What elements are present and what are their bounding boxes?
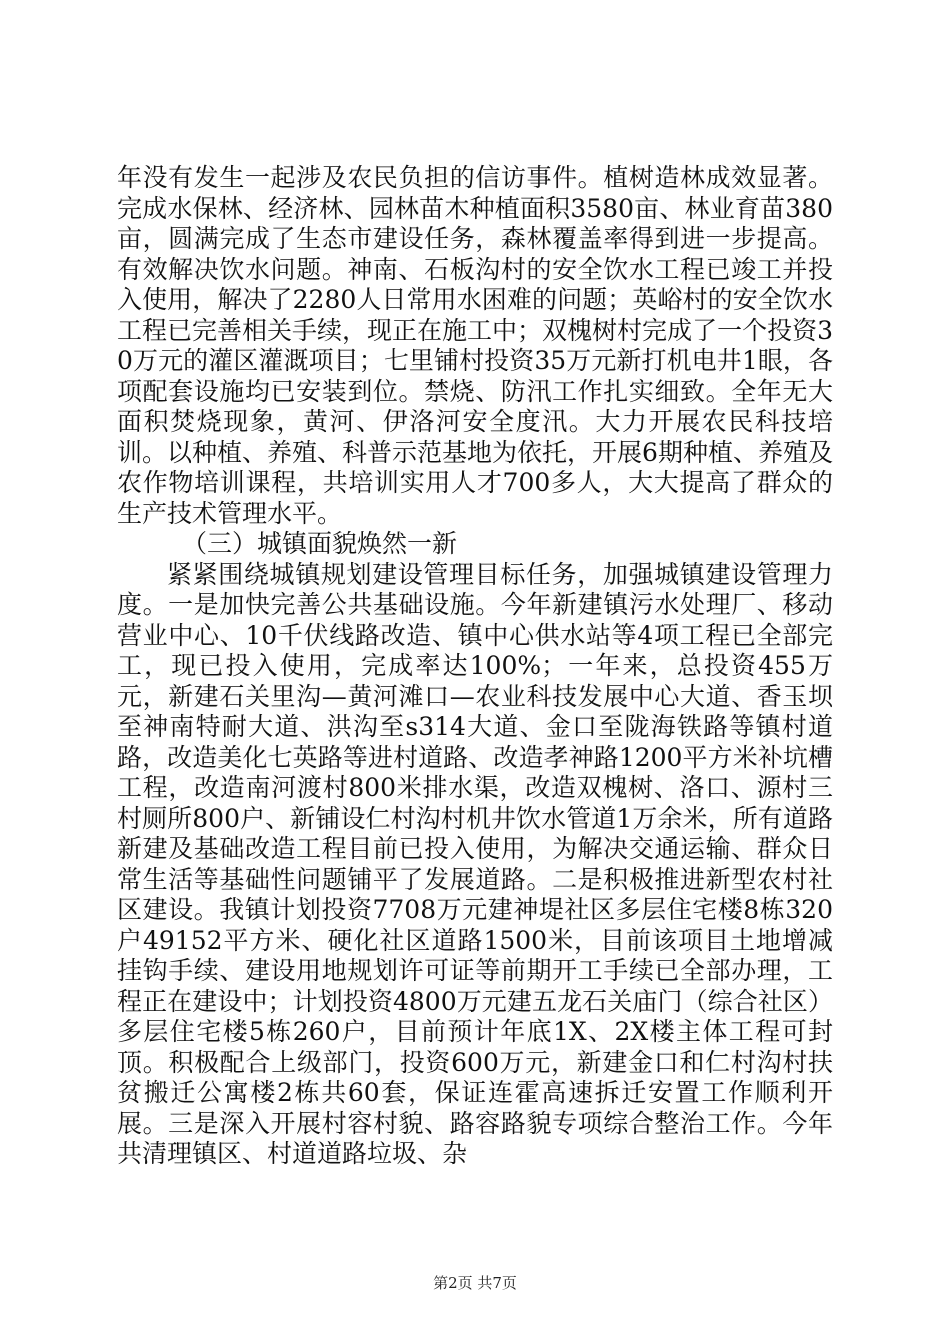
body-text — [117, 163, 833, 1170]
paragraph-town-construction: 紧紧围绕城镇规划建设管理目标任务，加强城镇建设管理力度。一是加快完善公共基础设施。今年新建镇污水处理厂、移动营业中心、10千伏线路改造、镇中心供水站等4项工程已全部完工，现已投入使用，完成率达100%；一年来，总投资455万元，新建石关里沟—黄河滩口—农业科技发展中心大道、香玉坝至神南特耐大道、洪沟至s314大道、金口至陇海铁路等镇村道路，改造美化七英路等进村道路、改造孝神路1200平方米补坑槽工程，改造南河渡村800米排水渠，改造双槐树、洛口、源村三村厕所800户、新铺设仁村沟村机井饮水管道1万余米，所有道路新建及基础改造工程目前已投入使用，为解决交通运输、群众日常生活等基础性问题铺平了发展道路。二是积极推进新型农村社区建设。我镇计划投资7708万元建神堤社区多层住宅楼8栋320户49152平方米、硬化社区道路1500米，目前该项目土地增减挂钩手续、建设用地规划许可证等前期开工手续已全部办理，工程正在建设中；计划投资4800万元建五龙石关庙门（综合社区）多层住宅楼5栋260户，目前预计年底1X、2X楼主体工程可封顶。积极配合上级部门，投资600万元，新建金口和仁村沟村扶贫搬迁公寓楼2栋共60套，保证连霍高速拆迁安置工作顺利开展。三是深入开展村容村貌、路容路貌专项综合整治工作。今年共清理镇区、村道道路垃圾、杂 — [117, 559, 833, 1168]
paragraph-continued: 年没有发生一起涉及农民负担的信访事件。植树造林成效显著。完成水保林、经济林、园林苗木种植面积3580亩、林业育苗380亩，圆满完成了生态市建设任务，森林覆盖率得到进一步提高。有效解决饮水问题。神南、石板沟村的安全饮水工程已竣工并投入使用，解决了2280人日常用水困难的问题；英峪村的安全饮水工程已完善相关手续，现正在施工中；双槐树村完成了一个投资30万元的灌区灌溉项目；七里铺村投资35万元新打机电井1眼，各项配套设施均已安装到位。禁烧、防汛工作扎实细致。全年无大面积焚烧现象，黄河、伊洛河安全度汛。大力开展农民科技培训。以种植、养殖、科普示范基地为依托，开展6期种植、养殖及农作物培训课程，共培训实用人才700多人，大大提高了群众的生产技术管理水平。 — [117, 163, 833, 528]
page-footer: 第2页 共7页 — [433, 1274, 517, 1292]
section-heading: （三）城镇面貌焕然一新 — [182, 529, 458, 558]
